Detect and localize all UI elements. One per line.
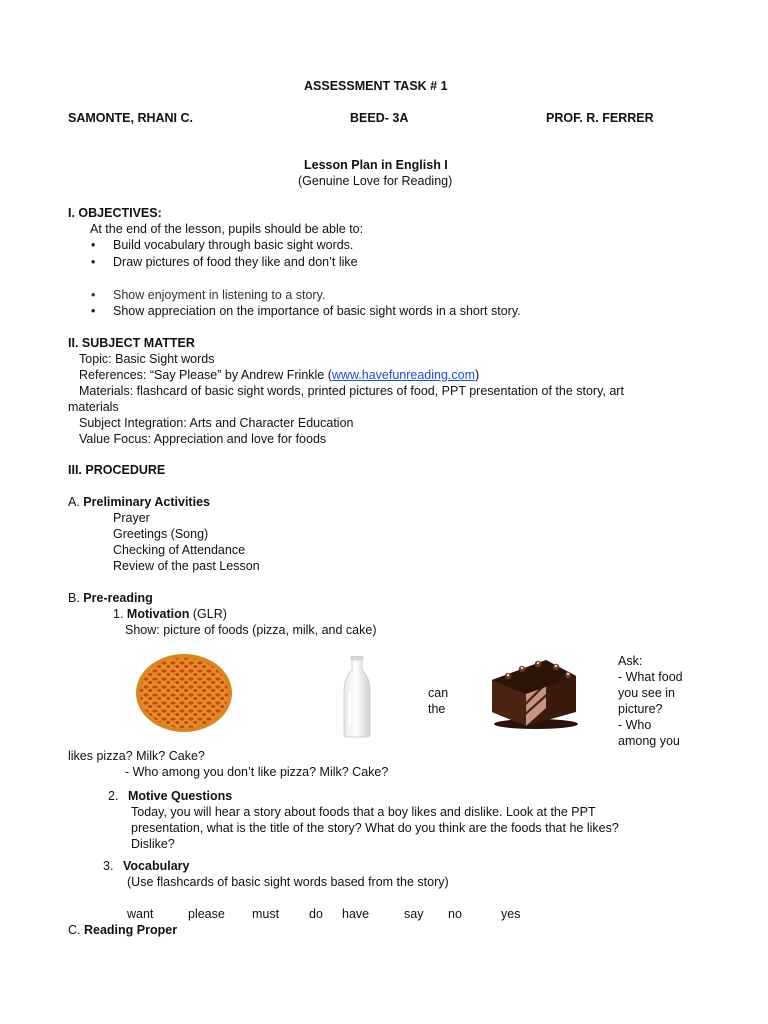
motive-line: Today, you will hear a story about foods that a boy likes and dislike. Look at the PPT bbox=[131, 805, 596, 819]
section-letter: A. bbox=[68, 495, 84, 509]
reading-proper-title: Reading Proper bbox=[83, 923, 178, 937]
vocabulary-title: Vocabulary bbox=[123, 859, 190, 873]
preliminary-activities-heading bbox=[68, 494, 210, 510]
pizza-image bbox=[134, 652, 234, 734]
objectives-intro: At the end of the lesson, pupils should be able to: bbox=[90, 222, 364, 236]
sight-word: must bbox=[252, 907, 280, 921]
motivation-suffix: (GLR) bbox=[189, 607, 227, 621]
reference-link[interactable]: www.havefunreading.com bbox=[331, 368, 476, 382]
activity-item: Greetings (Song) bbox=[113, 527, 209, 541]
ask-line: picture? bbox=[618, 702, 663, 716]
ask-line: among you bbox=[618, 734, 680, 748]
references-suffix: ) bbox=[475, 368, 480, 382]
objective-item: • Draw pictures of food they like and don’t like bbox=[113, 254, 358, 270]
materials-line: Materials: flashcard of basic sight words, printed pictures of food, PPT presentation of the story, art bbox=[79, 384, 624, 398]
preliminary-activities-title: Preliminary Activities bbox=[83, 495, 210, 509]
section-letter: C. bbox=[68, 923, 84, 937]
references-prefix: References: “Say Please” by Andrew Frinkle ( bbox=[79, 368, 332, 382]
materials-line-wrap: materials bbox=[68, 400, 119, 414]
can-word: can bbox=[428, 686, 449, 700]
objective-item: • Show enjoyment in listening to a story. bbox=[113, 287, 325, 303]
question-wrap-line: likes pizza? Milk? Cake? bbox=[68, 749, 205, 763]
ask-line: you see in bbox=[618, 686, 675, 700]
objective-item: • Show appreciation on the importance of basic sight words in a short story. bbox=[113, 303, 521, 319]
ask-line: - What food bbox=[618, 670, 683, 684]
pre-reading-heading bbox=[68, 590, 153, 606]
motive-number: 2. bbox=[108, 789, 119, 803]
show-line: Show: picture of foods (pizza, milk, and cake) bbox=[125, 623, 377, 637]
lesson-title: Lesson Plan in English I bbox=[304, 158, 448, 172]
sight-word: please bbox=[188, 907, 225, 921]
sight-word: want bbox=[127, 907, 154, 921]
sight-word: no bbox=[448, 907, 462, 921]
dont-like-question: - Who among you don’t like pizza? Milk? Cake? bbox=[125, 765, 389, 779]
sight-word: do bbox=[309, 907, 323, 921]
objective-item: • Build vocabulary through basic sight words. bbox=[113, 237, 353, 253]
subject-matter-heading: II. SUBJECT MATTER bbox=[68, 336, 195, 350]
references-line bbox=[79, 367, 479, 383]
value-focus-line: Value Focus: Appreciation and love for foods bbox=[79, 432, 327, 446]
ask-line: - Who bbox=[618, 718, 652, 732]
procedure-heading: III. PROCEDURE bbox=[68, 463, 166, 477]
pre-reading-title: Pre-reading bbox=[83, 591, 153, 605]
milk-bottle-image bbox=[342, 656, 372, 738]
vocabulary-note: (Use flashcards of basic sight words based from the story) bbox=[127, 875, 449, 889]
motive-questions-title: Motive Questions bbox=[128, 789, 233, 803]
reading-proper-heading bbox=[68, 922, 177, 938]
sight-word: yes bbox=[501, 907, 521, 921]
activity-item: Checking of Attendance bbox=[113, 543, 246, 557]
topic-line: Topic: Basic Sight words bbox=[79, 352, 215, 366]
integration-line: Subject Integration: Arts and Character Education bbox=[79, 416, 354, 430]
sight-word: have bbox=[342, 907, 370, 921]
chocolate-cake-image bbox=[486, 650, 580, 730]
section-label: BEED- 3A bbox=[350, 111, 409, 125]
motive-line: Dislike? bbox=[131, 837, 175, 851]
the-word: the bbox=[428, 702, 446, 716]
motive-line: presentation, what is the title of the story? What do you think are the foods that he likes? bbox=[131, 821, 619, 835]
motivation-heading bbox=[113, 606, 227, 622]
motivation-number: 1. bbox=[113, 607, 127, 621]
assessment-title: ASSESSMENT TASK # 1 bbox=[304, 79, 448, 93]
vocabulary-number: 3. bbox=[103, 859, 114, 873]
section-letter: B. bbox=[68, 591, 84, 605]
lesson-subtitle: (Genuine Love for Reading) bbox=[298, 174, 453, 188]
activity-item: Review of the past Lesson bbox=[113, 559, 260, 573]
professor-name: PROF. R. FERRER bbox=[546, 111, 654, 125]
activity-item: Prayer bbox=[113, 511, 150, 525]
student-name: SAMONTE, RHANI C. bbox=[68, 111, 193, 125]
motivation-title: Motivation bbox=[126, 607, 190, 621]
objectives-heading: I. OBJECTIVES: bbox=[68, 206, 162, 220]
ask-line: Ask: bbox=[618, 654, 643, 668]
sight-word: say bbox=[404, 907, 424, 921]
